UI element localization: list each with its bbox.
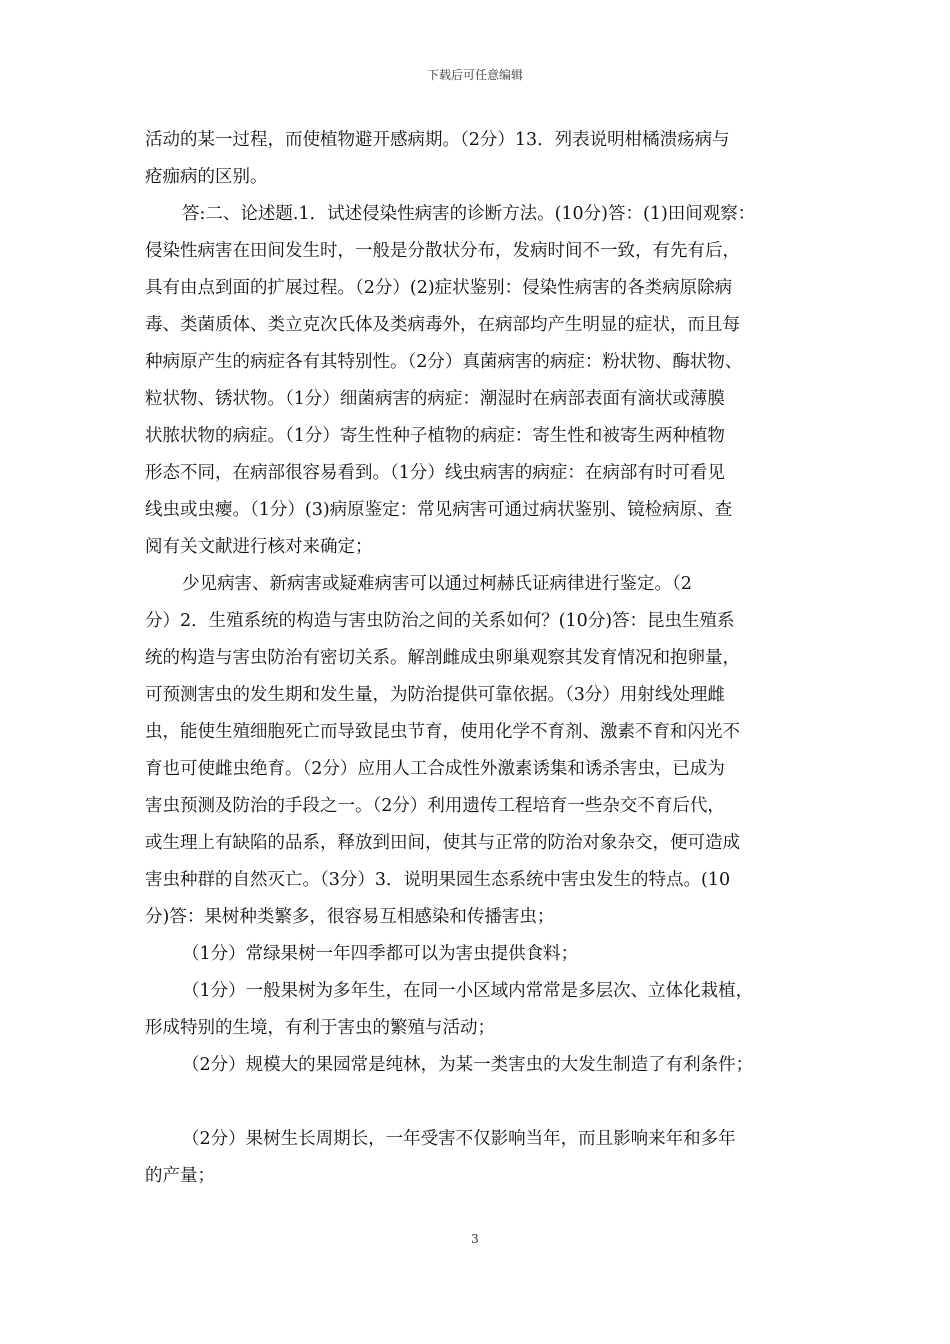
document-body (145, 122, 810, 1195)
text-line: 活动的某一过程，而使植物避开感病期。（2分）13．列表说明柑橘溃疡病与 (145, 130, 730, 150)
text-line: 害虫种群的自然灭亡。（3分）3．说明果园生态系统中害虫发生的特点。(10 (145, 870, 731, 890)
page-number: 3 (471, 1232, 479, 1246)
text-line: 线虫或虫瘿。（1分）(3)病原鉴定：常见病害可通过病状鉴别、镜检病原、查 (145, 500, 733, 520)
text-line: 粒状物、锈状物。（1分）细菌病害的病症：潮湿时在病部表面有滴状或薄膜 (145, 389, 725, 409)
paragraph-start: （1分）一般果树为多年生，在同一小区域内常常是多层次、立体化栽植， (182, 981, 754, 1001)
text-line: 害虫预测及防治的手段之一。（2分）利用遗传工程培育一些杂交不育后代， (145, 796, 725, 816)
text-line: 疮痂病的区别。 (145, 167, 268, 187)
text-line: 可预测害虫的发生期和发生量，为防治提供可靠依据。（3分）用射线处理雌 (145, 685, 725, 705)
text-line: 或生理上有缺陷的品系，释放到田间，使其与正常的防治对象杂交，便可造成 (145, 833, 740, 853)
text-line: 形成特别的生境，有利于害虫的繁殖与活动； (145, 1018, 495, 1038)
text-line: 分)答：果树种类繁多，很容易互相感染和传播害虫； (145, 907, 555, 927)
text-line: 侵染性病害在田间发生时，一般是分散状分布，发病时间不一致，有先有后， (145, 241, 740, 261)
text-line: 虫，能使生殖细胞死亡而导致昆虫节育，使用化学不育剂、激素不育和闪光不 (145, 722, 740, 742)
paragraph-start: （2分）规模大的果园常是纯林，为某一类害虫的大发生制造了有利条件； (182, 1055, 754, 1075)
page-header: 下载后可任意编辑 (426, 68, 523, 82)
paragraph-start: （2分）果树生长周期长，一年受害不仅影响当年，而且影响来年和多年 (182, 1129, 736, 1149)
paragraph-start: 答:二、论述题.1．试述侵染性病害的诊断方法。(10分)答：(1)田间观察： (182, 204, 756, 224)
text-line: 种病原产生的病症各有其特别性。（2分）真菌病害的病症：粉状物、酶状物、 (145, 352, 743, 372)
text-line: 状脓状物的病症。（1分）寄生性种子植物的病症：寄生性和被寄生两种植物 (145, 426, 725, 446)
blank-spacer (145, 1084, 810, 1121)
text-line: 毒、类菌质体、类立克次氏体及类病毒外，在病部均产生明显的症状，而且每 (145, 315, 740, 335)
text-line: 形态不同，在病部很容易看到。（1分）线虫病害的病症：在病部有时可看见 (145, 463, 725, 483)
text-line: 分）2．生殖系统的构造与害虫防治之间的关系如何？(10分)答：昆虫生殖系 (145, 611, 735, 631)
text-line: 统的构造与害虫防治有密切关系。解剖雌成虫卵巢观察其发育情况和抱卵量， (145, 648, 740, 668)
paragraph-start: 少见病害、新病害或疑难病害可以通过柯赫氏证病律进行鉴定。（2 (182, 574, 692, 594)
paragraph-start: （1分）常绿果树一年四季都可以为害虫提供食料； (182, 944, 579, 964)
text-line: 阅有关文献进行核对来确定； (145, 537, 373, 557)
text-line: 的产量； (145, 1166, 215, 1186)
text-line: 具有由点到面的扩展过程。（2分）(2)症状鉴别：侵染性病害的各类病原除病 (145, 278, 733, 298)
text-line: 育也可使雌虫绝育。（2分）应用人工合成性外激素诱集和诱杀害虫，已成为 (145, 759, 725, 779)
